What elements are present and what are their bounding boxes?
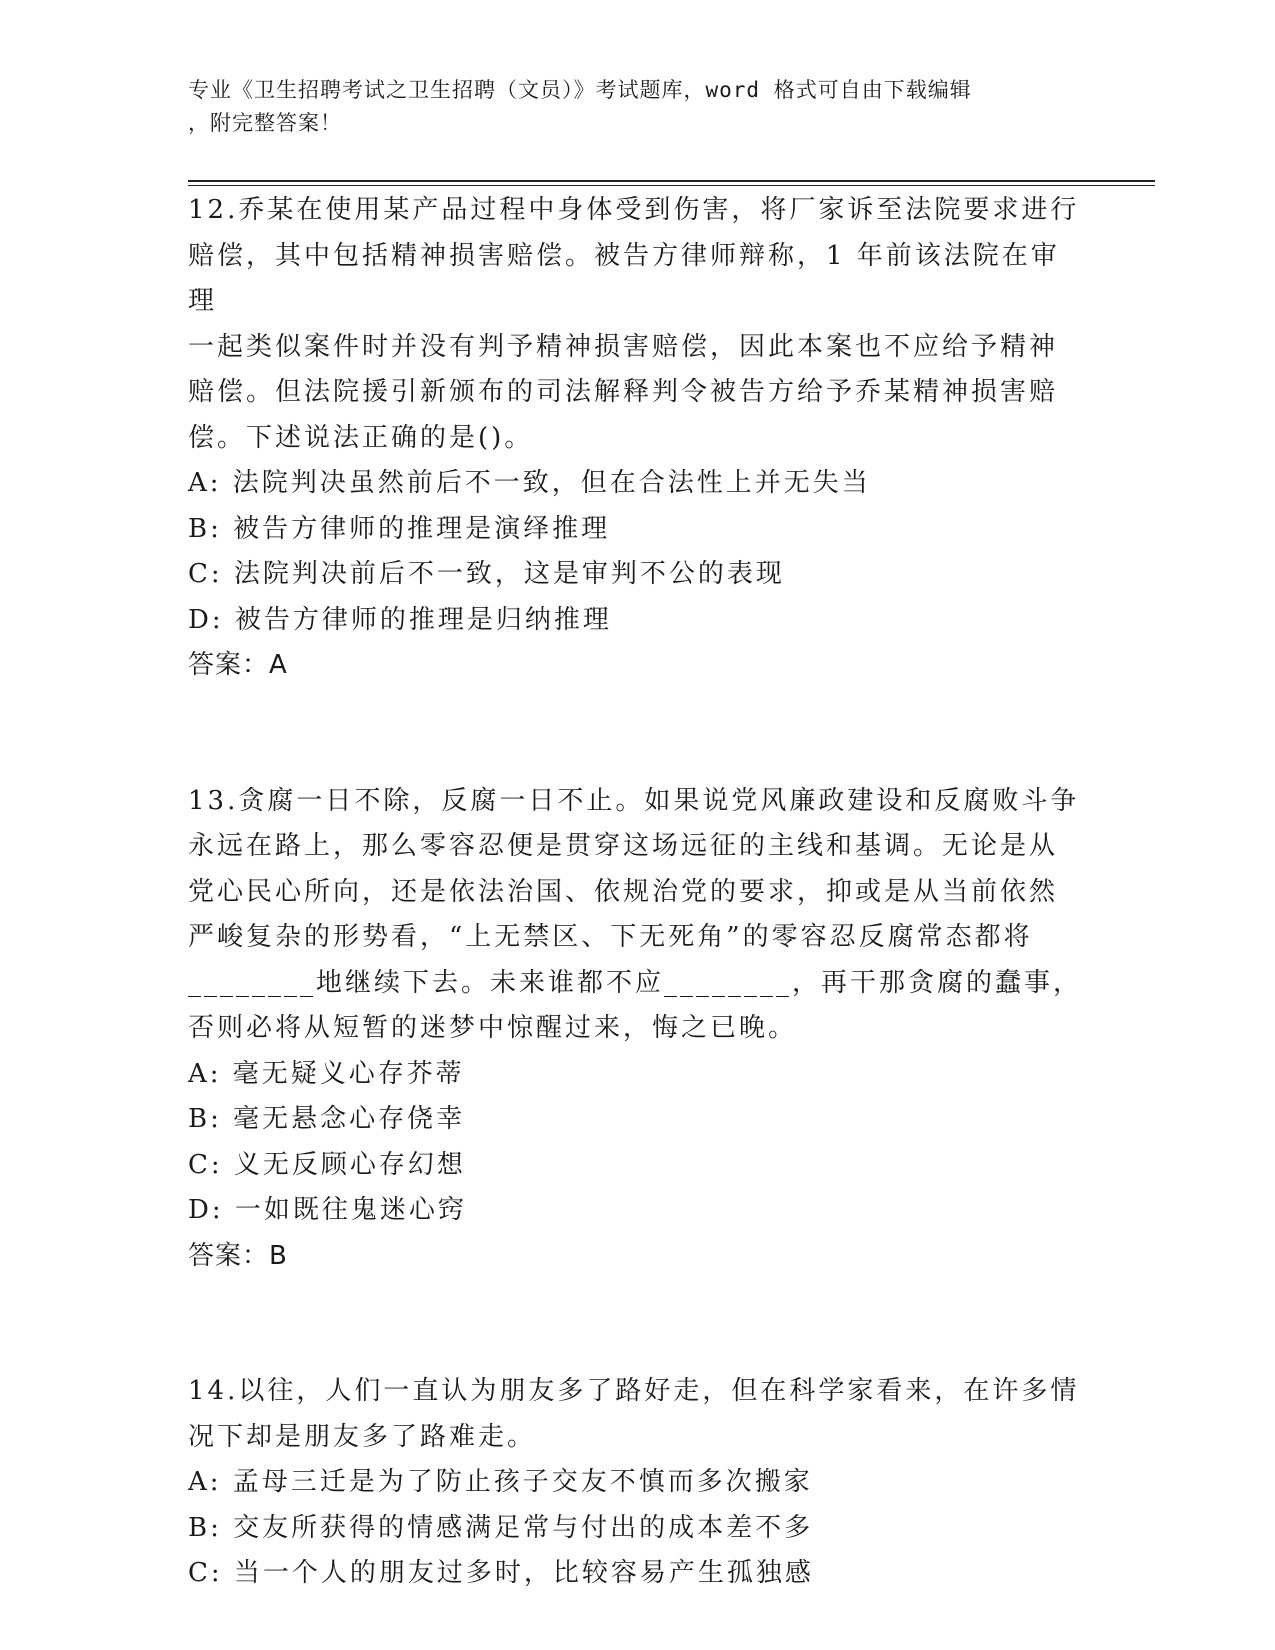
header-rule-thin xyxy=(188,185,1155,186)
document-header xyxy=(188,74,1088,140)
question-list xyxy=(188,188,1088,1597)
question-14 xyxy=(188,1369,1088,1597)
question-13 xyxy=(188,779,1088,1280)
answer-line: 答案：A xyxy=(188,650,288,680)
question-stem-line: 12.乔某在使用某产品过程中身体受到伤害，将厂家诉至法院要求进行 xyxy=(188,195,1080,225)
option-a: A: 毫无疑义心存芥蒂 xyxy=(188,1058,465,1089)
question-stem-line: 严峻复杂的形势看，“上无禁区、下无死角”的零容忍反腐常态都将 xyxy=(188,922,1033,952)
option-b: B: 毫无悬念心存侥幸 xyxy=(188,1104,466,1134)
header-line-2: ，附完整答案！ xyxy=(188,111,342,135)
question-stem-line: 赔偿，其中包括精神损害赔偿。被告方律师辩称，1 年前该法院在审理 xyxy=(188,240,1060,316)
question-stem-line: ________地继续下去。未来谁都不应________，再干那贪腐的蠢事， xyxy=(188,967,1083,998)
question-12 xyxy=(188,188,1088,689)
option-b: B: 被告方律师的推理是演绎推理 xyxy=(188,513,611,544)
question-stem-line: 13.贪腐一日不除，反腐一日不止。如果说党风廉政建设和反腐败斗争 xyxy=(188,785,1080,816)
question-stem-line: 偿。下述说法正确的是()。 xyxy=(188,422,534,453)
option-d: D: 一如既往鬼迷心窍 xyxy=(188,1195,467,1225)
question-spacer xyxy=(188,689,1088,779)
question-spacer xyxy=(188,1279,1088,1369)
question-stem-line: 永远在路上，那么零容忍便是贯穿这场远征的主线和基调。无论是从 xyxy=(188,831,1059,861)
option-a: A: 孟母三迁是为了防止孩子交友不慎而多次搬家 xyxy=(188,1467,813,1497)
question-stem-line: 否则必将从短暂的迷梦中惊醒过来，悔之已晚。 xyxy=(188,1013,798,1043)
option-b: B: 交友所获得的情感满足常与付出的成本差不多 xyxy=(188,1512,814,1543)
question-stem-line: 一起类似案件时并没有判予精神损害赔偿，因此本案也不应给予精神 xyxy=(188,331,1059,362)
question-stem-line: 14.以往，人们一直认为朋友多了路好走，但在科学家看来，在许多情 xyxy=(188,1376,1080,1406)
question-stem-line: 党心民心所向，还是依法治国、依规治党的要求，抑或是从当前依然 xyxy=(188,876,1059,907)
option-c: C: 当一个人的朋友过多时，比较容易产生孤独感 xyxy=(188,1558,814,1588)
option-a: A: 法院判决虽然前后不一致，但在合法性上并无失当 xyxy=(188,468,871,498)
option-c: C: 法院判决前后不一致，这是审判不公的表现 xyxy=(188,559,785,589)
header-rule-thick xyxy=(188,180,1155,182)
question-stem-line: 况下却是朋友多了路难走。 xyxy=(188,1421,537,1452)
header-line-1: 专业《卫生招聘考试之卫生招聘（文员）》考试题库，word 格式可自由下载编辑 xyxy=(188,78,972,102)
answer-line: 答案：B xyxy=(188,1240,288,1271)
option-c: C: 义无反顾心存幻想 xyxy=(188,1149,466,1180)
question-stem-line: 赔偿。但法院援引新颁布的司法解释判令被告方给予乔某精神损害赔 xyxy=(188,377,1059,407)
option-d: D: 被告方律师的推理是归纳推理 xyxy=(188,604,612,635)
